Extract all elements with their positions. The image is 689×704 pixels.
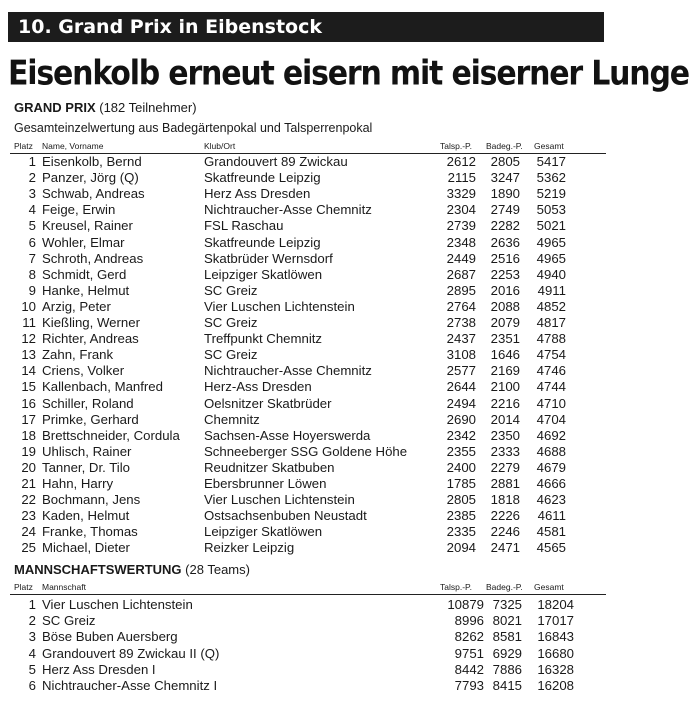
rank-cell: 4 xyxy=(28,202,36,218)
talsperren-points-cell: 2437 xyxy=(446,331,476,347)
rank-cell: 20 xyxy=(21,459,36,475)
player-name-cell: Brettschneider, Cordula xyxy=(42,427,180,443)
talsperren-points-cell: 2895 xyxy=(446,282,476,298)
talsperren-points-cell: 2355 xyxy=(446,443,476,459)
table-row xyxy=(0,540,612,556)
talsperren-points-cell: 2094 xyxy=(446,540,476,556)
badegaerten-points-cell: 2100 xyxy=(490,379,520,395)
team-name-cell: Böse Buben Auersberg xyxy=(42,629,178,645)
header-club: Klub/Ort xyxy=(204,141,236,151)
rank-cell: 3 xyxy=(28,186,36,202)
table-row xyxy=(0,267,612,283)
player-name-cell: Feige, Erwin xyxy=(42,202,116,218)
team-title xyxy=(14,562,250,577)
table-row xyxy=(0,251,612,267)
total-points-cell: 5362 xyxy=(536,170,566,186)
table-row xyxy=(0,218,612,234)
table-row xyxy=(0,315,612,331)
team-label: MANNSCHAFTSWERTUNG xyxy=(14,562,182,577)
rank-cell: 9 xyxy=(28,282,36,298)
total-points-cell: 4611 xyxy=(537,508,566,524)
header-name: Name, Vorname xyxy=(42,141,104,151)
badegaerten-points-cell: 2014 xyxy=(490,411,520,427)
team-count: (28 Teams) xyxy=(185,562,250,577)
badegaerten-points-cell: 2881 xyxy=(490,476,520,491)
total-points-cell: 4911 xyxy=(537,282,566,298)
badegaerten-points-cell: 1646 xyxy=(490,347,520,363)
rank-cell: 6 xyxy=(28,234,36,250)
player-name-cell: Eisenkolb, Bernd xyxy=(42,154,142,169)
club-cell: Herz Ass Dresden xyxy=(204,186,311,202)
badegaerten-points-cell: 2333 xyxy=(490,443,520,459)
table-row xyxy=(0,492,612,508)
player-name-cell: Michael, Dieter xyxy=(42,540,130,556)
player-name-cell: Schroth, Andreas xyxy=(42,250,144,266)
rank-cell: 13 xyxy=(21,347,36,363)
talsperren-points-cell: 2805 xyxy=(446,492,476,508)
club-cell: Treffpunkt Chemnitz xyxy=(204,331,323,347)
player-name-cell: Kallenbach, Manfred xyxy=(42,379,163,395)
header-platz: Platz xyxy=(14,141,33,151)
talsperren-points-cell: 8442 xyxy=(454,661,484,677)
badegaerten-points-cell: 1890 xyxy=(490,186,520,202)
total-points-cell: 4688 xyxy=(536,443,566,459)
table-row xyxy=(0,597,612,613)
total-points-cell: 17017 xyxy=(537,613,574,629)
badegaerten-points-cell: 3247 xyxy=(490,170,520,186)
total-points-cell: 4852 xyxy=(536,298,566,314)
talsperren-points-cell: 3108 xyxy=(446,347,476,363)
talsperren-points-cell: 2577 xyxy=(446,363,476,379)
club-cell: Reizker Leipzig xyxy=(204,540,295,556)
team-header-gesamt: Gesamt xyxy=(534,582,564,592)
rank-cell: 2 xyxy=(28,613,36,629)
club-cell: Skatfreunde Leipzig xyxy=(204,170,321,186)
rank-cell: 24 xyxy=(21,524,36,540)
grand-prix-header xyxy=(0,139,612,153)
club-cell: Oelsnitzer Skatbrüder xyxy=(204,395,332,411)
total-points-cell: 4744 xyxy=(536,379,566,395)
rank-cell: 2 xyxy=(28,170,36,186)
total-points-cell: 4710 xyxy=(536,395,566,411)
total-points-cell: 16843 xyxy=(537,629,574,645)
grand-prix-label: GRAND PRIX xyxy=(14,100,96,115)
total-points-cell: 4746 xyxy=(536,363,566,379)
talsperren-points-cell: 2449 xyxy=(446,250,476,266)
total-points-cell: 16328 xyxy=(537,661,574,677)
total-points-cell: 5021 xyxy=(536,218,566,234)
table-row xyxy=(0,347,612,363)
total-points-cell: 18204 xyxy=(537,597,574,612)
rank-cell: 25 xyxy=(21,540,36,556)
team-header-badegaerten: Badeg.-P. xyxy=(486,582,523,592)
grand-prix-subtitle: Gesamteinzelwertung aus Badegärtenpokal und Talsperrenpokal xyxy=(14,121,373,135)
total-points-cell: 16680 xyxy=(537,645,574,661)
total-points-cell: 4692 xyxy=(536,427,566,443)
talsperren-points-cell: 9751 xyxy=(454,645,484,661)
rank-cell: 7 xyxy=(28,250,36,266)
club-cell: Nichtraucher-Asse Chemnitz xyxy=(204,363,372,379)
talsperren-points-cell: 8996 xyxy=(454,613,484,629)
rank-cell: 4 xyxy=(28,645,36,661)
table-row xyxy=(0,428,612,444)
player-name-cell: Primke, Gerhard xyxy=(42,411,139,427)
talsperren-points-cell: 2304 xyxy=(446,202,476,218)
club-cell: FSL Raschau xyxy=(204,218,284,234)
team-header-talsperren: Talsp.-P. xyxy=(440,582,472,592)
badegaerten-points-cell: 2350 xyxy=(490,427,520,443)
rank-cell: 1 xyxy=(28,597,36,612)
rank-cell: 17 xyxy=(21,411,36,427)
total-points-cell: 4940 xyxy=(536,266,566,282)
rank-cell: 16 xyxy=(21,395,36,411)
rank-cell: 12 xyxy=(21,331,36,347)
team-header-mannschaft: Mannschaft xyxy=(42,582,86,592)
grand-prix-participants: (182 Teilnehmer) xyxy=(99,100,197,115)
table-row xyxy=(0,646,612,662)
player-name-cell: Tanner, Dr. Tilo xyxy=(42,459,130,475)
club-cell: SC Greiz xyxy=(204,315,258,330)
club-cell: Skatfreunde Leipzig xyxy=(204,234,321,250)
total-points-cell: 5053 xyxy=(536,202,566,218)
rank-cell: 3 xyxy=(28,629,36,645)
table-row xyxy=(0,678,612,694)
talsperren-points-cell: 7793 xyxy=(454,678,484,693)
talsperren-points-cell: 2115 xyxy=(447,170,476,186)
team-name-cell: Nichtraucher-Asse Chemnitz I xyxy=(42,678,218,693)
rank-cell: 8 xyxy=(28,266,36,282)
talsperren-points-cell: 8262 xyxy=(454,629,484,645)
table-row xyxy=(0,396,612,412)
badegaerten-points-cell: 8581 xyxy=(492,629,522,645)
rank-cell: 5 xyxy=(28,661,36,677)
talsperren-points-cell: 2335 xyxy=(446,524,476,540)
badegaerten-points-cell: 2016 xyxy=(490,282,520,298)
badegaerten-points-cell: 2471 xyxy=(490,540,520,556)
badegaerten-points-cell: 2636 xyxy=(490,234,520,250)
team-header-platz: Platz xyxy=(14,582,33,592)
rank-cell: 6 xyxy=(28,678,36,693)
total-points-cell: 5417 xyxy=(536,154,566,169)
total-points-cell: 4623 xyxy=(536,492,566,508)
player-name-cell: Panzer, Jörg (Q) xyxy=(42,170,139,186)
badegaerten-points-cell: 2805 xyxy=(490,154,520,169)
total-points-cell: 4788 xyxy=(536,331,566,347)
talsperren-points-cell: 2690 xyxy=(446,411,476,427)
rank-cell: 10 xyxy=(21,298,36,314)
club-cell: SC Greiz xyxy=(204,282,258,298)
header-badegaerten: Badeg.-P. xyxy=(486,141,523,151)
table-row xyxy=(0,283,612,299)
player-name-cell: Kießling, Werner xyxy=(42,315,140,330)
table-row xyxy=(0,186,612,202)
talsperren-points-cell: 2739 xyxy=(446,218,476,234)
talsperren-points-cell: 2494 xyxy=(446,395,476,411)
rank-cell: 5 xyxy=(28,218,36,234)
talsperren-points-cell: 1785 xyxy=(446,476,476,491)
badegaerten-points-cell: 2216 xyxy=(490,395,520,411)
total-points-cell: 5219 xyxy=(536,186,566,202)
club-cell: Sachsen-Asse Hoyerswerda xyxy=(204,427,371,443)
team-name-cell: Vier Luschen Lichtenstein xyxy=(42,597,193,612)
player-name-cell: Schmidt, Gerd xyxy=(42,266,127,282)
club-cell: SC Greiz xyxy=(204,347,258,363)
table-row xyxy=(0,235,612,251)
player-name-cell: Criens, Volker xyxy=(42,363,125,379)
talsperren-points-cell: 2400 xyxy=(446,459,476,475)
player-name-cell: Arzig, Peter xyxy=(42,298,111,314)
header-talsperren: Talsp.-P. xyxy=(440,141,472,151)
total-points-cell: 16208 xyxy=(537,678,574,693)
rank-cell: 15 xyxy=(21,379,36,395)
badegaerten-points-cell: 8021 xyxy=(492,613,522,629)
badegaerten-points-cell: 2088 xyxy=(490,298,520,314)
table-row xyxy=(0,524,612,540)
total-points-cell: 4754 xyxy=(536,347,566,363)
table-row xyxy=(0,363,612,379)
article-headline: Eisenkolb erneut eisern mit eiserner Lunge xyxy=(8,54,689,94)
club-cell: Vier Luschen Lichtenstein xyxy=(204,492,355,508)
badegaerten-points-cell: 2226 xyxy=(490,508,520,524)
badegaerten-points-cell: 2246 xyxy=(490,524,520,540)
team-rule xyxy=(10,594,606,595)
player-name-cell: Hahn, Harry xyxy=(42,476,114,491)
table-row xyxy=(0,331,612,347)
table-row xyxy=(0,662,612,678)
talsperren-points-cell: 2738 xyxy=(446,315,476,330)
club-cell: Schneeberger SSG Goldene Höhe xyxy=(204,443,408,459)
team-header xyxy=(0,580,612,594)
total-points-cell: 4965 xyxy=(536,250,566,266)
club-cell: Leipziger Skatlöwen xyxy=(204,266,323,282)
table-row xyxy=(0,444,612,460)
table-row xyxy=(0,412,612,428)
club-cell: Nichtraucher-Asse Chemnitz xyxy=(204,202,372,218)
talsperren-points-cell: 2612 xyxy=(446,154,476,169)
header-gesamt: Gesamt xyxy=(534,141,564,151)
table-row xyxy=(0,613,612,629)
rank-cell: 1 xyxy=(28,154,36,169)
club-cell: Ebersbrunner Löwen xyxy=(204,476,327,491)
table-row xyxy=(0,379,612,395)
badegaerten-points-cell: 7886 xyxy=(492,661,522,677)
rank-cell: 11 xyxy=(22,315,36,330)
badegaerten-points-cell: 2079 xyxy=(490,315,520,330)
club-cell: Chemnitz xyxy=(204,411,260,427)
club-cell: Vier Luschen Lichtenstein xyxy=(204,298,355,314)
talsperren-points-cell: 2385 xyxy=(446,508,476,524)
player-name-cell: Hanke, Helmut xyxy=(42,282,130,298)
total-points-cell: 4704 xyxy=(536,411,566,427)
rank-cell: 19 xyxy=(21,443,36,459)
team-name-cell: SC Greiz xyxy=(42,613,96,629)
badegaerten-points-cell: 2282 xyxy=(490,218,520,234)
badegaerten-points-cell: 2749 xyxy=(490,202,520,218)
total-points-cell: 4679 xyxy=(536,459,566,475)
club-cell: Leipziger Skatlöwen xyxy=(204,524,323,540)
table-row xyxy=(0,154,612,170)
rank-cell: 18 xyxy=(21,427,36,443)
player-name-cell: Bochmann, Jens xyxy=(42,492,141,508)
grand-prix-title xyxy=(14,100,197,115)
club-cell: Skatbrüder Wernsdorf xyxy=(204,250,333,266)
table-row xyxy=(0,170,612,186)
player-name-cell: Zahn, Frank xyxy=(42,347,114,363)
player-name-cell: Richter, Andreas xyxy=(42,331,139,347)
player-name-cell: Schwab, Andreas xyxy=(42,186,145,202)
total-points-cell: 4581 xyxy=(536,524,566,540)
club-cell: Ostsachsenbuben Neustadt xyxy=(204,508,367,524)
player-name-cell: Wohler, Elmar xyxy=(42,234,125,250)
talsperren-points-cell: 2348 xyxy=(446,234,476,250)
talsperren-points-cell: 2644 xyxy=(446,379,476,395)
rank-cell: 23 xyxy=(21,508,36,524)
total-points-cell: 4565 xyxy=(536,540,566,556)
total-points-cell: 4965 xyxy=(536,234,566,250)
player-name-cell: Kaden, Helmut xyxy=(42,508,130,524)
table-row xyxy=(0,629,612,645)
talsperren-points-cell: 3329 xyxy=(446,186,476,202)
rank-cell: 21 xyxy=(21,476,36,491)
talsperren-points-cell: 2764 xyxy=(446,298,476,314)
table-row xyxy=(0,508,612,524)
table-row xyxy=(0,202,612,218)
player-name-cell: Kreusel, Rainer xyxy=(42,218,133,234)
rank-cell: 22 xyxy=(21,492,36,508)
badegaerten-points-cell: 2169 xyxy=(490,363,520,379)
rank-cell: 14 xyxy=(21,363,36,379)
team-name-cell: Grandouvert 89 Zwickau II (Q) xyxy=(42,645,220,661)
badegaerten-points-cell: 6929 xyxy=(492,645,522,661)
team-name-cell: Herz Ass Dresden I xyxy=(42,661,156,677)
badegaerten-points-cell: 2279 xyxy=(490,459,520,475)
badegaerten-points-cell: 8415 xyxy=(492,678,522,693)
badegaerten-points-cell: 2516 xyxy=(490,250,520,266)
club-cell: Grandouvert 89 Zwickau xyxy=(204,154,348,169)
badegaerten-points-cell: 2253 xyxy=(490,266,520,282)
badegaerten-points-cell: 7325 xyxy=(492,597,522,612)
table-row xyxy=(0,299,612,315)
total-points-cell: 4666 xyxy=(536,476,566,491)
total-points-cell: 4817 xyxy=(536,315,566,330)
talsperren-points-cell: 2342 xyxy=(446,427,476,443)
section-banner: 10. Grand Prix in Eibenstock xyxy=(8,12,604,42)
player-name-cell: Uhlisch, Rainer xyxy=(42,443,132,459)
player-name-cell: Schiller, Roland xyxy=(42,395,134,411)
talsperren-points-cell: 2687 xyxy=(446,266,476,282)
table-row xyxy=(0,476,612,492)
player-name-cell: Franke, Thomas xyxy=(42,524,138,540)
table-row xyxy=(0,460,612,476)
badegaerten-points-cell: 1818 xyxy=(490,492,520,508)
club-cell: Herz-Ass Dresden xyxy=(204,379,312,395)
badegaerten-points-cell: 2351 xyxy=(490,331,520,347)
club-cell: Reudnitzer Skatbuben xyxy=(204,459,335,475)
talsperren-points-cell: 10879 xyxy=(447,597,484,612)
